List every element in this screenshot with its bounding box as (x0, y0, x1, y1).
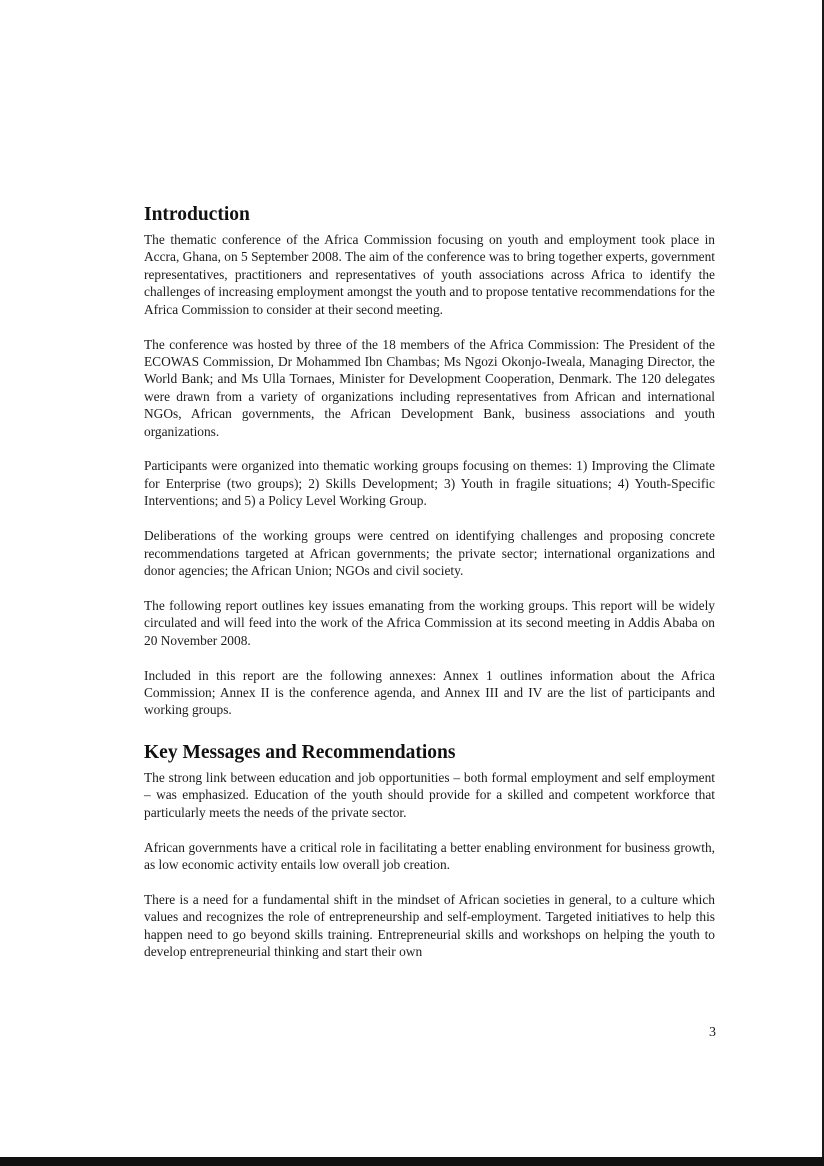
page-number: 3 (709, 1025, 716, 1040)
key-messages-paragraph: African governments have a critical role in facilitating a better enabling environment for business growth, as low economic activity entails low overall job creation. (144, 839, 715, 872)
key-messages-paragraph: The strong link between education and job opportunities – both formal employment and self employment – was emphasized. Education of the youth should provide for a skilled and competent workforce that particularly meets the needs of the private sector. (144, 769, 715, 820)
scan-bottom-border (0, 1157, 824, 1166)
page-content (144, 202, 715, 961)
intro-paragraph: Participants were organized into thematic working groups focusing on themes: 1) Improving the Climate for Enterprise (two groups); 2) Skills Development; 3) Youth in fragile situations; 4) Youth-Specific Interventions; and 5) a Policy Level Working Group. (144, 458, 715, 509)
intro-paragraph: Included in this report are the following annexes: Annex 1 outlines information about the Africa Commission; Annex II is the conference agenda, and Annex III and IV are the list of participants and working groups. (144, 667, 715, 718)
key-messages-paragraph: There is a need for a fundamental shift in the mindset of African societies in general, to a culture which values and recognizes the role of entrepreneurship and self-employment. Targeted initiatives to help this happen need to go beyond skills training. Entrepreneurial skills and workshops on helping the youth to develop entrepreneurial thinking and start their own (144, 891, 715, 960)
intro-paragraph: The thematic conference of the Africa Commission focusing on youth and employment took place in Accra, Ghana, on 5 September 2008. The aim of the conference was to bring together experts, government representatives, practitioners and representatives of youth associations across Africa to identify the challenges of increasing employment amongst the youth and to propose tentative recommendations for the Africa Commission to consider at their second meeting. (144, 232, 715, 317)
section-heading-key-messages: Key Messages and Recommendations (144, 741, 456, 763)
intro-paragraph: Deliberations of the working groups were centred on identifying challenges and proposing concrete recommendations targeted at African governments; the private sector; international organizations and donor agencies; the African Union; NGOs and civil society. (144, 528, 715, 578)
intro-paragraph: The conference was hosted by three of the 18 members of the Africa Commission: The President of the ECOWAS Commission, Dr Mohammed Ibn Chambas; Ms Ngozi Okonjo-Iweala, Managing Director, the World Bank; and Ms Ulla Tornaes, Minister for Development Cooperation, Denmark. The 120 delegates were drawn from a variety of organizations including representatives from African and international NGOs, African governments, the African Development Bank, business associations and youth organizations. (144, 336, 715, 439)
intro-paragraph: The following report outlines key issues emanating from the working groups. This report will be widely circulated and will feed into the work of the Africa Commission at its second meeting in Addis Ababa on 20 November 2008. (144, 597, 715, 648)
section-heading-introduction: Introduction (144, 204, 250, 225)
